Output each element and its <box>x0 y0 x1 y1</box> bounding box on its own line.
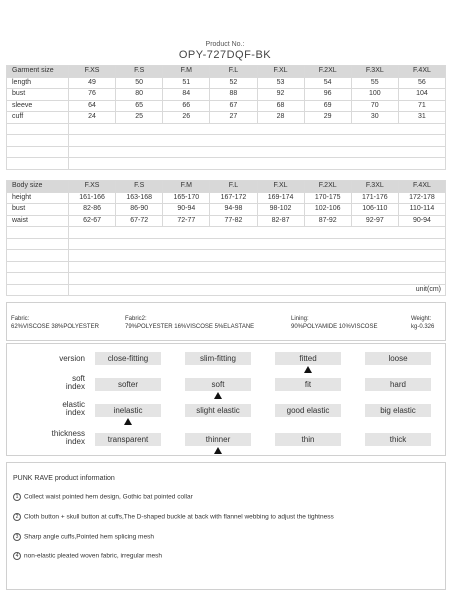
blank-cell <box>7 261 69 273</box>
blank-row <box>7 158 446 170</box>
blank-row <box>7 273 446 285</box>
product-info-title: PUNK RAVE product information <box>13 475 115 482</box>
header-label: Body size <box>7 181 69 193</box>
table-cell: 26 <box>163 112 210 124</box>
info-item <box>13 533 154 541</box>
row-label: bust <box>7 89 69 101</box>
table-cell: 76 <box>69 89 116 101</box>
blank-cell <box>69 227 446 239</box>
info-item-text: Collect waist pointed hem design, Gothic bat pointed collar <box>24 493 193 501</box>
info-item-text: Cloth button + skull button at cuffs,The D-shaped buckle at back with flannel webbing to adjust the tightness <box>24 513 334 521</box>
selected-marker-icon <box>214 447 222 454</box>
size-header: F.XL <box>257 181 304 193</box>
table-cell: 77-82 <box>210 215 257 227</box>
blank-cell <box>7 158 69 170</box>
table-cell: 64 <box>69 100 116 112</box>
index-option: fit <box>275 378 341 391</box>
table-cell: 82-87 <box>257 215 304 227</box>
table-cell: 104 <box>398 89 445 101</box>
index-label-line2: index <box>65 437 85 446</box>
blank-row <box>7 261 446 273</box>
index-option: loose <box>365 352 431 365</box>
item-number-badge: 2 <box>13 513 21 521</box>
table-cell: 82-86 <box>69 204 116 216</box>
table-cell: 90-94 <box>398 215 445 227</box>
table-row <box>7 112 446 124</box>
blank-cell <box>7 273 69 285</box>
table-cell: 169-174 <box>257 192 304 204</box>
table-cell: 49 <box>69 77 116 89</box>
table-cell: 165-170 <box>163 192 210 204</box>
row-label: bust <box>7 204 69 216</box>
lining <box>291 315 377 331</box>
table-cell: 92-97 <box>351 215 398 227</box>
info-item <box>13 513 334 521</box>
table-cell: 163-168 <box>116 192 163 204</box>
table-row <box>7 77 446 89</box>
product-no-label: Product No.: <box>205 41 245 48</box>
blank-row <box>7 284 446 296</box>
item-number-badge: 4 <box>13 552 21 560</box>
info-item-text: non-elastic pleated woven fabric, irregular mesh <box>24 552 163 560</box>
table-cell: 50 <box>116 77 163 89</box>
table-cell: 170-175 <box>304 192 351 204</box>
weight-label: Weight: <box>411 316 432 322</box>
table-row <box>7 204 446 216</box>
table-row <box>7 215 446 227</box>
table-cell: 71 <box>398 100 445 112</box>
table-header-row <box>7 181 446 193</box>
info-item-text: Sharp angle cuffs,Pointed hem splicing mesh <box>24 533 154 541</box>
selected-marker-icon <box>304 366 312 373</box>
fabric2-value: 79%POLYESTER 16%VISCOSE 5%ELASTANE <box>125 324 255 330</box>
index-option: hard <box>365 378 431 391</box>
size-header: F.2XL <box>304 181 351 193</box>
garment-size-table <box>6 65 446 170</box>
index-option: transparent <box>95 433 161 446</box>
index-label-line1: elastic <box>62 400 85 409</box>
table-row <box>7 89 446 101</box>
size-header: F.4XL <box>398 181 445 193</box>
size-header: F.3XL <box>351 66 398 78</box>
index-option: close-fitting <box>95 352 161 365</box>
fabric1-label: Fabric: <box>11 316 30 322</box>
index-label <box>52 430 85 446</box>
info-item <box>13 552 162 560</box>
blank-cell <box>69 123 446 135</box>
index-option: good elastic <box>275 404 341 417</box>
body-size-table <box>6 180 446 296</box>
table-cell: 25 <box>116 112 163 124</box>
weight-value: kg-0.326 <box>411 324 435 330</box>
table-cell: 84 <box>163 89 210 101</box>
item-number-badge: 1 <box>13 493 21 501</box>
blank-cell <box>7 146 69 158</box>
table-cell: 67-72 <box>116 215 163 227</box>
blank-cell <box>69 146 446 158</box>
blank-cell <box>7 227 69 239</box>
blank-row <box>7 227 446 239</box>
index-option: big elastic <box>365 404 431 417</box>
table-cell: 161-166 <box>69 192 116 204</box>
row-label: sleeve <box>7 100 69 112</box>
blank-row <box>7 123 446 135</box>
blank-row <box>7 146 446 158</box>
table-cell: 102-106 <box>304 204 351 216</box>
table-cell: 96 <box>304 89 351 101</box>
table-cell: 65 <box>116 100 163 112</box>
fabric2 <box>125 315 254 331</box>
blank-cell <box>7 238 69 250</box>
blank-cell <box>69 158 446 170</box>
table-cell: 29 <box>304 112 351 124</box>
table-cell: 100 <box>351 89 398 101</box>
table-cell: 55 <box>351 77 398 89</box>
fabric1-value: 62%VISCOSE 38%POLYESTER <box>11 324 99 330</box>
blank-cell <box>7 135 69 147</box>
table-cell: 68 <box>257 100 304 112</box>
table-cell: 52 <box>210 77 257 89</box>
size-header: F.S <box>116 181 163 193</box>
table-cell: 62-67 <box>69 215 116 227</box>
table-cell: 87-92 <box>304 215 351 227</box>
table-cell: 27 <box>210 112 257 124</box>
size-header: F.L <box>210 181 257 193</box>
size-header: F.L <box>210 66 257 78</box>
table-cell: 24 <box>69 112 116 124</box>
lining-label: Lining: <box>291 316 309 322</box>
table-cell: 69 <box>304 100 351 112</box>
fit-index-box <box>6 343 446 456</box>
selected-marker-icon <box>214 392 222 399</box>
index-option: softer <box>95 378 161 391</box>
table-cell: 72-77 <box>163 215 210 227</box>
unit-label: unit(cm) <box>69 284 446 296</box>
size-header: F.M <box>163 66 210 78</box>
table-cell: 67 <box>210 100 257 112</box>
header-label: Garment size <box>7 66 69 78</box>
table-cell: 167-172 <box>210 192 257 204</box>
index-label-line1: soft <box>72 374 85 383</box>
lining-value: 90%POLYAMIDE 10%VISCOSE <box>291 324 378 330</box>
blank-row <box>7 250 446 262</box>
size-header: F.XS <box>69 181 116 193</box>
index-label <box>66 375 85 391</box>
size-header: F.2XL <box>304 66 351 78</box>
size-header: F.XS <box>69 66 116 78</box>
index-label-line1: thickness <box>51 429 85 438</box>
blank-cell <box>7 123 69 135</box>
index-option: fitted <box>275 352 341 365</box>
blank-cell <box>69 250 446 262</box>
table-cell: 51 <box>163 77 210 89</box>
blank-cell <box>7 250 69 262</box>
index-label-line2: index <box>65 408 85 417</box>
blank-cell <box>69 135 446 147</box>
blank-cell <box>69 261 446 273</box>
row-label: length <box>7 77 69 89</box>
table-cell: 88 <box>210 89 257 101</box>
blank-cell <box>69 273 446 285</box>
product-header <box>0 40 450 62</box>
row-label: height <box>7 192 69 204</box>
item-number-badge: 3 <box>13 533 21 541</box>
table-cell: 70 <box>351 100 398 112</box>
table-row <box>7 192 446 204</box>
index-option: inelastic <box>95 404 161 417</box>
fabric1 <box>11 315 99 331</box>
blank-cell <box>7 284 69 296</box>
index-label-line2: index <box>65 382 85 391</box>
table-cell: 94-98 <box>210 204 257 216</box>
info-item <box>13 493 193 501</box>
table-row <box>7 100 446 112</box>
size-header: F.M <box>163 181 210 193</box>
table-cell: 90-94 <box>163 204 210 216</box>
size-header: F.XL <box>257 66 304 78</box>
table-cell: 172-178 <box>398 192 445 204</box>
index-option: thin <box>275 433 341 446</box>
table-header-row <box>7 66 446 78</box>
index-option: thinner <box>185 433 251 446</box>
size-header: F.S <box>116 66 163 78</box>
table-cell: 31 <box>398 112 445 124</box>
row-label: waist <box>7 215 69 227</box>
table-cell: 110-114 <box>398 204 445 216</box>
table-cell: 54 <box>304 77 351 89</box>
index-option: thick <box>365 433 431 446</box>
fabric-info-box <box>6 302 446 341</box>
table-cell: 98-102 <box>257 204 304 216</box>
table-cell: 171-176 <box>351 192 398 204</box>
index-label <box>59 355 85 363</box>
product-info-box <box>6 462 446 590</box>
blank-row <box>7 135 446 147</box>
index-option: slim-fitting <box>185 352 251 365</box>
fabric2-label: Fabric2: <box>125 316 147 322</box>
table-cell: 106-110 <box>351 204 398 216</box>
index-label <box>62 401 85 417</box>
table-cell: 80 <box>116 89 163 101</box>
index-option: slight elastic <box>185 404 251 417</box>
table-cell: 92 <box>257 89 304 101</box>
table-cell: 53 <box>257 77 304 89</box>
blank-cell <box>69 238 446 250</box>
table-cell: 30 <box>351 112 398 124</box>
size-header: F.3XL <box>351 181 398 193</box>
product-code: OPY-727DQF-BK <box>178 49 272 61</box>
row-label: cuff <box>7 112 69 124</box>
weight <box>411 315 434 331</box>
index-label-line1: version <box>59 354 85 363</box>
selected-marker-icon <box>124 418 132 425</box>
blank-row <box>7 238 446 250</box>
table-cell: 66 <box>163 100 210 112</box>
table-cell: 28 <box>257 112 304 124</box>
index-option: soft <box>185 378 251 391</box>
size-header: F.4XL <box>398 66 445 78</box>
table-cell: 56 <box>398 77 445 89</box>
table-cell: 86-90 <box>116 204 163 216</box>
